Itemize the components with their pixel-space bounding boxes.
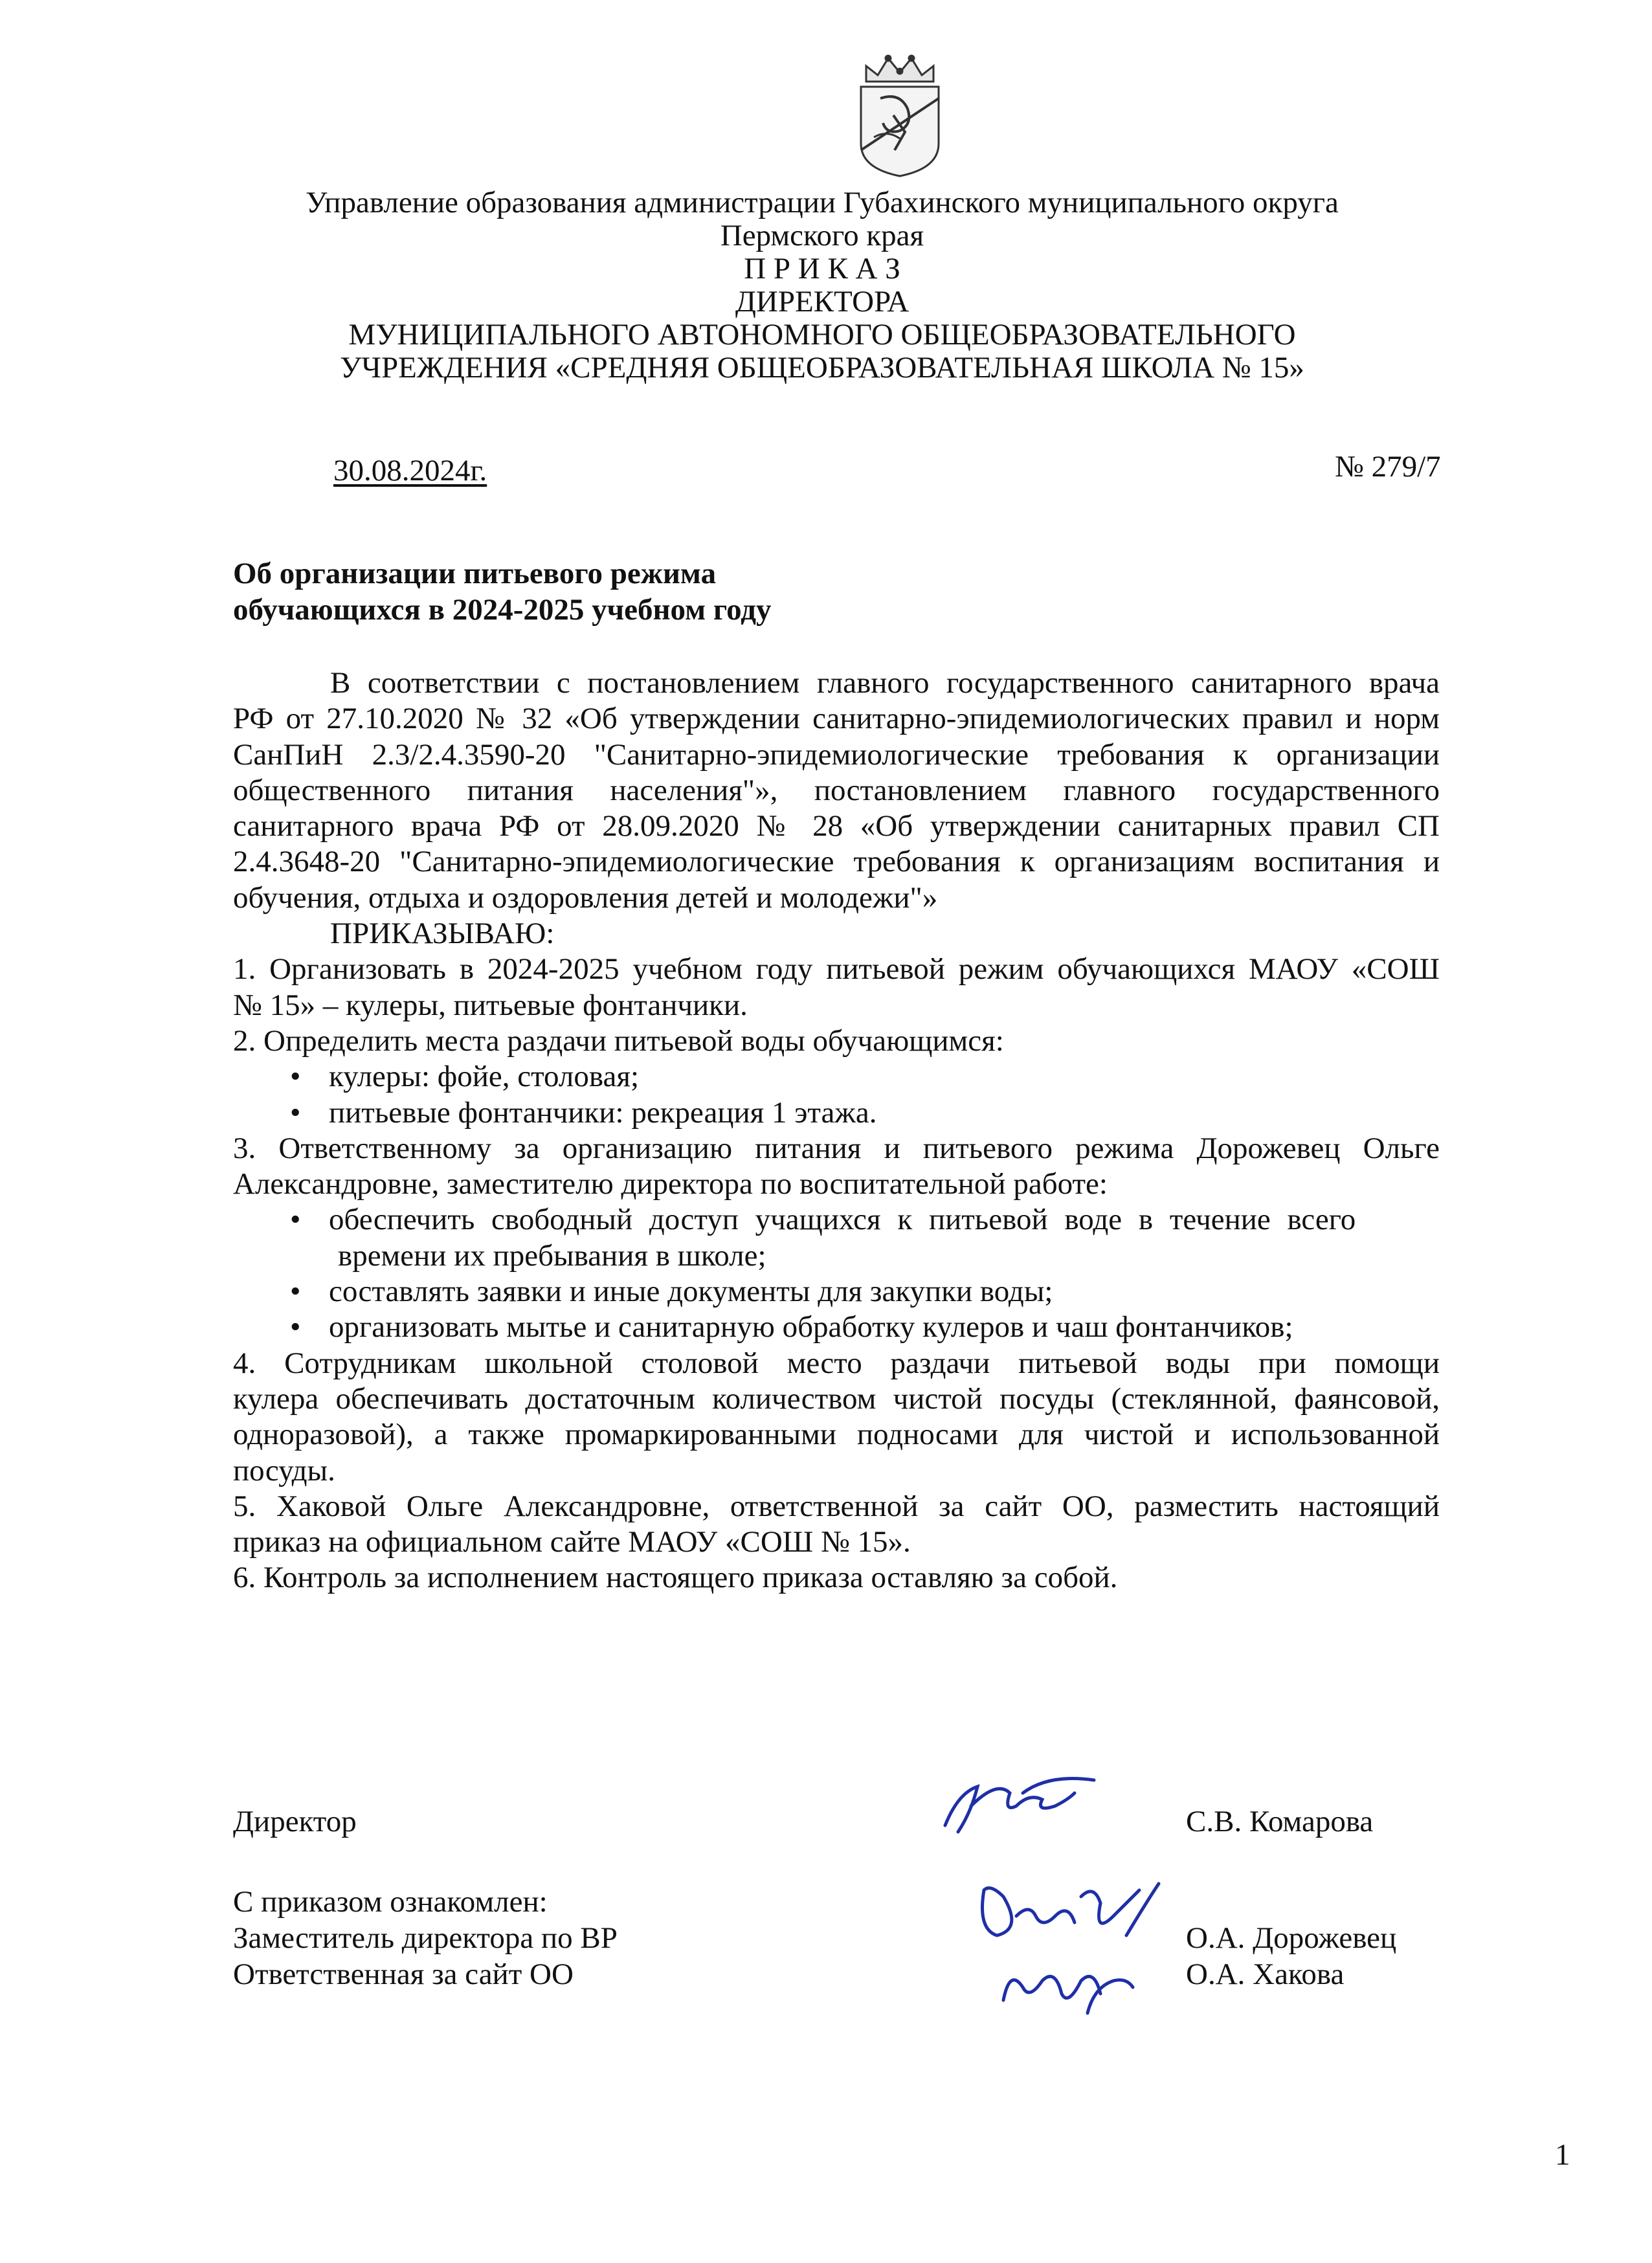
director-signature	[932, 1767, 1107, 1845]
site-name: О.А. Хакова	[1186, 1957, 1345, 1991]
order-body	[233, 665, 1440, 1596]
item-3-line: 3. Ответственному за организацию питания и питьевого режима Дорожевец Ольге	[233, 1131, 1440, 1165]
item-4-line: 4. Сотрудникам школьной столовой место раздачи питьевой воды при помощи	[233, 1346, 1440, 1380]
bullet-icon: •	[290, 1275, 301, 1309]
item-3-line: Александровне, заместителю директора по воспитательной работе:	[233, 1167, 1108, 1201]
preamble-line: В соответствии с постановлением главного государственного санитарного врача	[330, 666, 1440, 700]
coat-of-arms-emblem	[854, 53, 945, 177]
list-item	[233, 1059, 1440, 1095]
item-1-line: № 15» – кулеры, питьевые фонтанчики.	[233, 988, 748, 1022]
header-institution-line2: УЧРЕЖДЕНИЯ «СРЕДНЯЯ ОБЩЕОБРАЗОВАТЕЛЬНАЯ ШКОЛА № 15»	[340, 351, 1304, 385]
preamble-line: обучения, отдыха и оздоровления детей и молодежи"»	[233, 880, 938, 915]
order-subject	[233, 555, 772, 628]
list-item	[233, 1310, 1440, 1345]
director-title: Директор	[233, 1805, 357, 1838]
bullet-icon: •	[290, 1203, 301, 1237]
preamble-line: РФ от 27.10.2020 № 32 «Об утверждении санитарно-эпидемиологических правил и норм	[233, 702, 1440, 736]
acquainted-label: С приказом ознакомлен:	[233, 1885, 548, 1919]
item-2: 2. Определить места раздачи питьевой воды обучающимся:	[233, 1023, 1004, 1058]
bullet-text: обеспечить свободный доступ учащихся к питьевой воде в течение всего	[329, 1203, 1356, 1237]
list-item	[233, 1095, 1440, 1131]
item-4-line: посуды.	[233, 1453, 335, 1488]
item-4-line: одноразовой), а также промаркированными подносами для чистой и использованной	[233, 1418, 1440, 1452]
preamble-line: 2.4.3648-20 "Санитарно-эпидемиологические требования к организациям воспитания и	[233, 845, 1440, 879]
header-director: ДИРЕКТОРА	[735, 285, 910, 318]
preamble-line: общественного питания населения"», постановлением главного государственного	[233, 773, 1440, 807]
site-responsible-signature	[990, 1948, 1139, 2020]
document-header	[233, 186, 1411, 385]
site-title: Ответственная за сайт ОО	[233, 1957, 574, 1991]
deputy-title: Заместитель директора по ВР	[233, 1921, 618, 1955]
bullet-icon: •	[290, 1095, 301, 1130]
bullet-text: кулеры: фойе, столовая;	[329, 1060, 639, 1094]
header-authority: Управление образования администрации Губахинского муниципального округа	[306, 186, 1339, 219]
bullet-text: составлять заявки и иные документы для закупки воды;	[329, 1275, 1053, 1309]
deputy-signature	[971, 1877, 1165, 1948]
preamble-line: СанПиН 2.3/2.4.3590-20 "Санитарно-эпидемиологические требования к организации	[233, 737, 1440, 772]
item-5-line: 5. Хаковой Ольге Александровне, ответственной за сайт ОО, разместить настоящий	[233, 1489, 1440, 1523]
order-number: № 279/7	[1335, 450, 1441, 484]
director-name: С.В. Комарова	[1186, 1805, 1374, 1838]
order-date: 30.08.2024г.	[333, 454, 487, 487]
bullet-icon: •	[290, 1310, 301, 1344]
order-word: ПРИКАЗЫВАЮ:	[330, 917, 555, 951]
list-item	[233, 1274, 1440, 1310]
header-institution-line1: МУНИЦИПАЛЬНОГО АВТОНОМНОГО ОБЩЕОБРАЗОВАТЕЛЬНОГО	[348, 318, 1296, 351]
page-number: 1	[1555, 2138, 1570, 2172]
subject-line2: обучающихся в 2024-2025 учебном году	[233, 593, 772, 627]
list-item	[233, 1202, 1440, 1238]
preamble-line: санитарного врача РФ от 28.09.2020 № 28 «Об утверждении санитарных правил СП	[233, 809, 1440, 843]
bullet-icon: •	[290, 1060, 301, 1094]
header-region: Пермского края	[720, 219, 924, 252]
item-6: 6. Контроль за исполнением настоящего приказа оставляю за собой.	[233, 1561, 1118, 1595]
header-order-title: П Р И К А З	[744, 252, 900, 285]
item-1-line: 1. Организовать в 2024-2025 учебном году питьевой режим обучающихся МАОУ «СОШ	[233, 952, 1440, 987]
subject-line1: Об организации питьевого режима	[233, 557, 717, 590]
item-5-line: приказ на официальном сайте МАОУ «СОШ № 15».	[233, 1525, 911, 1559]
item-4-line: кулера обеспечивать достаточным количеством чистой посуды (стеклянной, фаянсовой,	[233, 1381, 1440, 1416]
bullet-text: организовать мытье и санитарную обработку кулеров и чаш фонтанчиков;	[329, 1310, 1293, 1344]
deputy-name: О.А. Дорожевец	[1186, 1921, 1397, 1955]
bullet-text: питьевые фонтанчики: рекреация 1 этажа.	[329, 1095, 877, 1130]
bullet-continuation: времени их пребывания в школе;	[338, 1238, 766, 1273]
